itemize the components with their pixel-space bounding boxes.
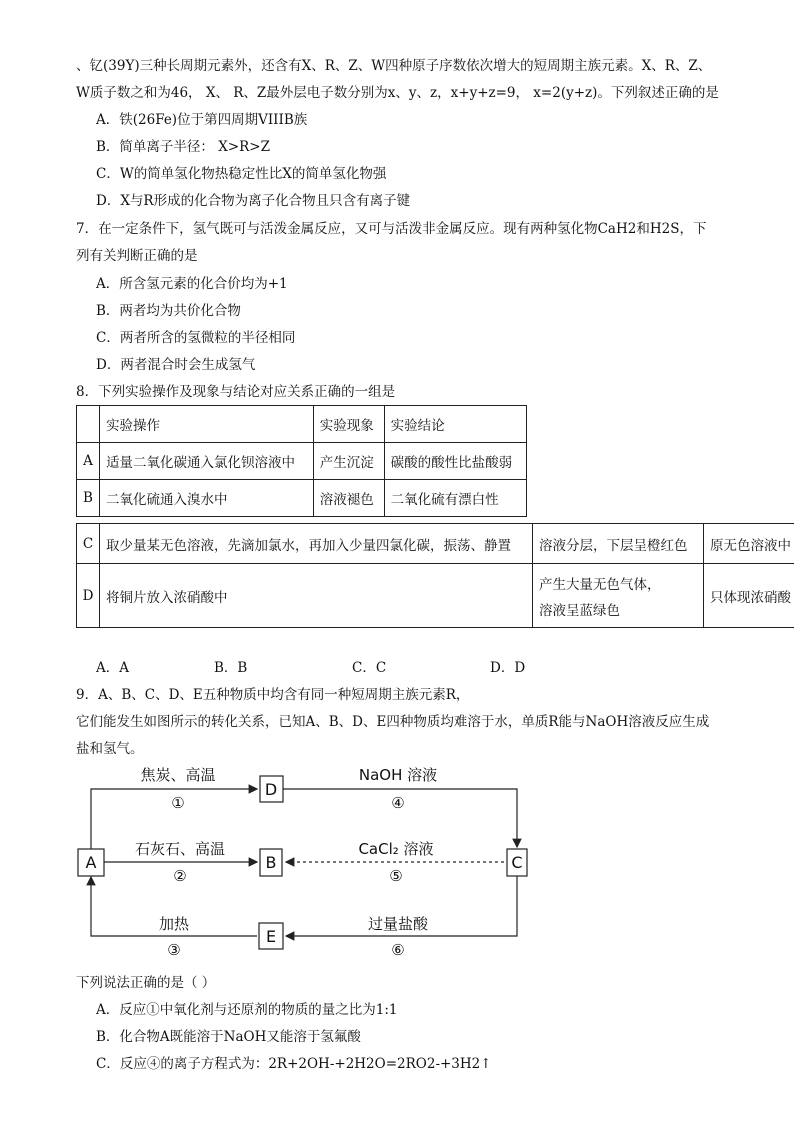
edge-label-1: 焦炭、高温 [140,766,216,784]
q8-answer-b: B．B [214,660,248,676]
q8-answer-a: A．A [96,660,129,676]
table-cell: 产生沉淀 [313,443,384,480]
q8-table-top [76,405,527,517]
table-cell-line: 溶液呈蓝绿色 [539,602,620,619]
conversion-diagram [74,765,534,960]
q9-option-b: B．化合物A既能溶于NaOH又能溶于氢氟酸 [96,1029,361,1045]
node-c: C [511,853,523,872]
table-cell: B [77,480,100,517]
edge-num-4: ④ [391,794,405,812]
table-header-cell [77,406,100,443]
table-cell: 二氧化硫有漂白性 [384,480,526,517]
intro-line-1: 、钇(39Y)三种长周期元素外，还含有X、R、Z、W四种原子序数依次增大的短周期主族元素。X、R、Z、 [76,58,712,74]
edge-num-3: ③ [167,941,181,959]
q7-option-c: C．两者所含的氢微粒的半径相同 [96,330,296,346]
edge-num-2: ② [173,867,187,885]
table-row [77,564,794,628]
intro-option-d: D．X与R形成的化合物为离子化合物且只含有离子键 [96,193,411,209]
node-d: D [264,780,278,799]
table-header-cell: 实验现象 [313,406,384,443]
q8-table-bottom [76,523,794,628]
node-e: E [265,927,277,946]
q9-option-c: C．反应④的离子方程式为：2R+2OH-+2H2O=2RO2-+3H2↑ [96,1056,492,1072]
table-header-cell: 实验结论 [384,406,526,443]
edge-label-3: 加热 [158,915,190,933]
table-cell: 溶液分层，下层呈橙红色 [533,524,704,564]
table-cell: C [77,524,100,564]
table-cell: D [77,564,100,628]
edge-label-6: 过量盐酸 [367,915,429,933]
table-cell: 只体现浓硝酸 [704,564,794,628]
q8-answer-c: C．C [352,660,387,676]
q7-line-1: 7．在一定条件下，氢气既可与活泼金属反应，又可与活泼非金属反应。现有两种氢化物CaH2和H2S，下 [76,221,707,237]
edge-label-2: 石灰石、高温 [134,840,226,858]
edge-num-6: ⑥ [391,941,405,959]
q8-answer-d: D．D [490,660,526,676]
node-a: A [85,853,97,872]
q9-option-a: A．反应①中氧化剂与还原剂的物质的量之比为1:1 [96,1002,398,1018]
q7-option-b: B．两者均为共价化合物 [96,303,241,319]
q7-option-d: D．两者混合时会生成氢气 [96,357,256,373]
table-cell [533,564,704,628]
table-row [77,524,794,564]
intro-line-2: W质子数之和为46， X、 R、Z最外层电子数分别为x、y、z，x+y+z=9， x=2(y+z)。下列叙述正确的是 [76,85,719,101]
table-cell: 碳酸的酸性比盐酸弱 [384,443,526,480]
table-cell: 将铜片放入浓硝酸中 [100,564,533,628]
table-cell: A [77,443,100,480]
table-cell: 取少量某无色溶液，先滴加氯水，再加入少量四氯化碳，振荡、静置 [100,524,533,564]
table-header-cell: 实验操作 [100,406,314,443]
q9-line-2: 它们能发生如图所示的转化关系，已知A、B、D、E四种物质均难溶于水，单质R能与NaOH溶液反应生成 [76,714,710,730]
q7-line-2: 列有关判断正确的是 [76,248,198,264]
table-cell: 原无色溶液中 [704,524,794,564]
q7-option-a: A．所含氢元素的化合价均为+1 [96,276,288,292]
q9-line-3: 盐和氢气。 [76,741,144,757]
intro-option-a: A．铁(26Fe)位于第四周期VIIIB族 [96,112,308,128]
q8-stem: 8．下列实验操作及现象与结论对应关系正确的一组是 [76,384,396,400]
edge-label-4: NaOH 溶液 [358,766,438,784]
table-cell-line: 产生大量无色气体， [539,576,661,593]
intro-option-c: C．W的简单氢化物热稳定性比X的简单氢化物强 [96,166,387,182]
table-header-row [77,406,527,443]
table-cell: 适量二氧化碳通入氯化钡溶液中 [100,443,314,480]
table-cell: 溶液褪色 [313,480,384,517]
table-cell: 二氧化硫通入溴水中 [100,480,314,517]
edge-num-5: ⑤ [389,867,403,885]
node-b: B [265,853,277,872]
table-row [77,480,527,517]
edge-num-1: ① [171,794,185,812]
edge-label-5: CaCl₂ 溶液 [358,840,434,858]
intro-option-b: B．简单离子半径： X>R>Z [96,139,270,155]
table-row [77,443,527,480]
q9-line-1: 9．A、B、C、D、E五种物质中均含有同一种短周期主族元素R， [76,687,470,703]
q9-stem: 下列说法正确的是（ ） [76,975,216,991]
